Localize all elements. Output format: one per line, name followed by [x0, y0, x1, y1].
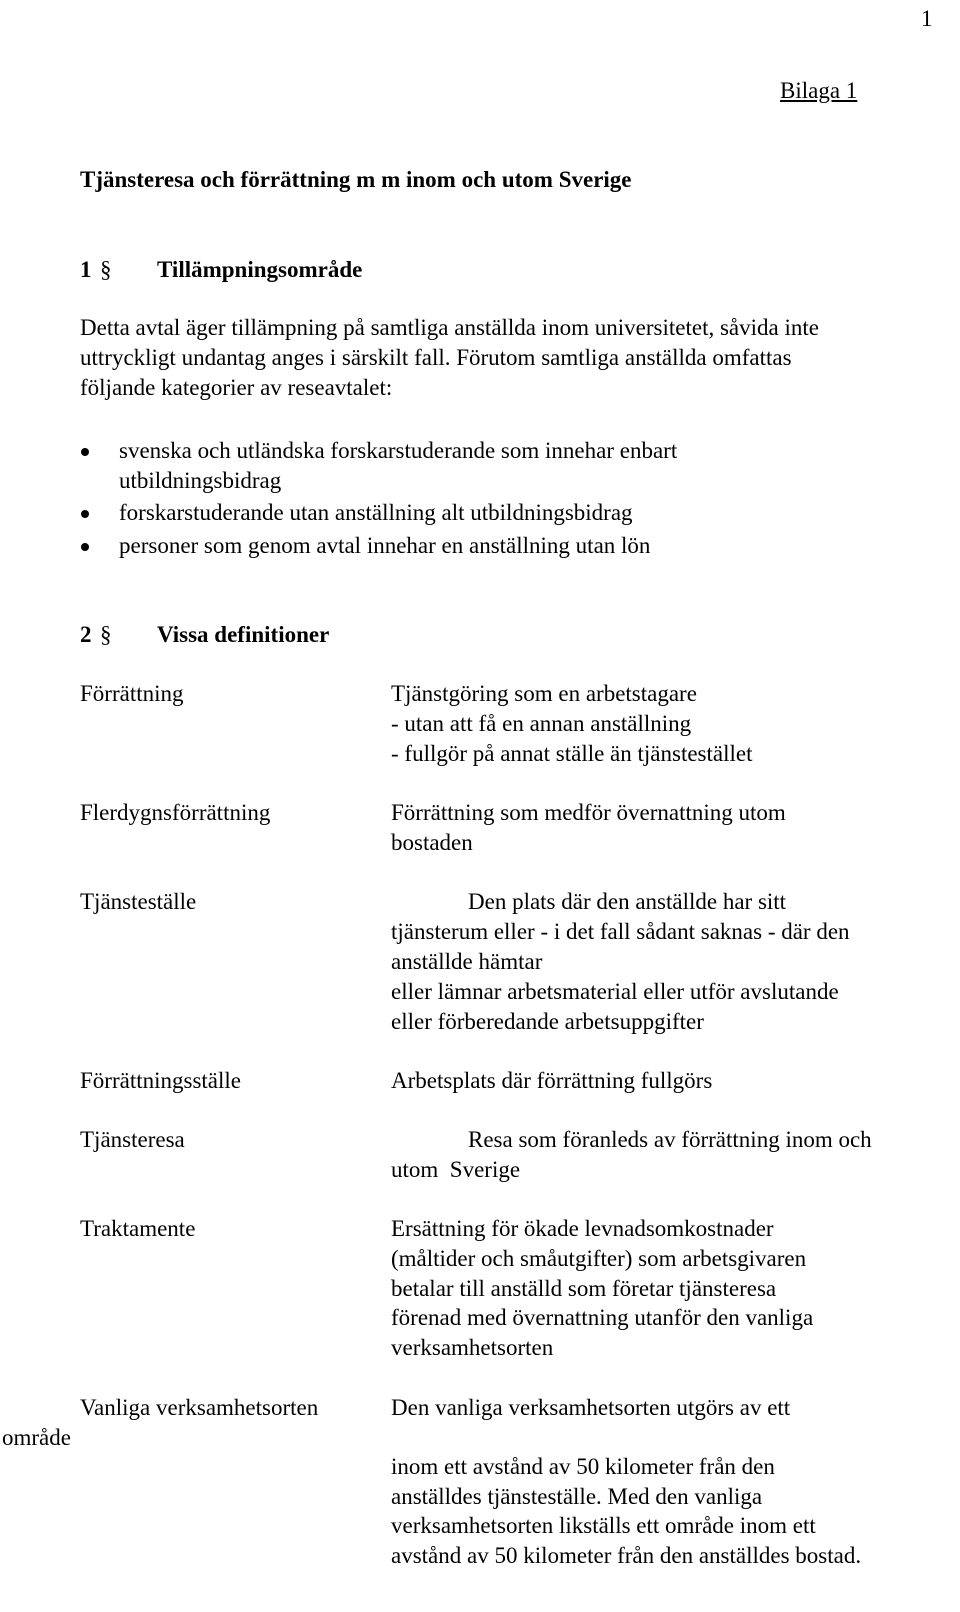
definition-text: eller lämnar arbetsmaterial eller utför avslutande [391, 979, 839, 1004]
bullet-item: utbildningsbidrag [119, 468, 282, 493]
definition-text: utom Sverige [391, 1157, 521, 1182]
definition-text: - utan att få en annan anställning [391, 711, 692, 736]
definition-text: Arbetsplats där förrättning fullgörs [391, 1068, 713, 1093]
definition-term: Tjänsteresa [80, 1127, 185, 1152]
bullet-icon [81, 510, 89, 518]
definition-text: Förrättning som medför övernattning utom [391, 800, 786, 825]
definition-text: inom ett avstånd av 50 kilometer från den [391, 1454, 775, 1479]
definition-text: (måltider och småutgifter) som arbetsgivaren [391, 1246, 807, 1271]
definition-term: Förrättningsställe [80, 1068, 241, 1093]
section2-heading: Vissa definitioner [157, 622, 330, 647]
page-number: 1 [921, 6, 933, 31]
document-title: Tjänsteresa och förrättning m m inom och utom Sverige [80, 167, 632, 192]
bullet-item: svenska och utländska forskarstuderande som innehar enbart [119, 438, 678, 463]
definition-text: Tjänstgöring som en arbetstagare [391, 681, 697, 706]
section2-number: 2 [80, 622, 92, 647]
definition-term: Traktamente [80, 1216, 196, 1241]
section1-heading: Tillämpningsområde [157, 257, 363, 282]
bullet-item: personer som genom avtal innehar en anställning utan lön [119, 533, 651, 558]
definition-text: Den plats där den anställde har sitt [468, 889, 787, 914]
definition-text: Den vanliga verksamhetsorten utgörs av ett [391, 1395, 791, 1420]
definition-term: Förrättning [80, 681, 184, 706]
section-symbol: § [100, 622, 112, 647]
definition-term-overflow: område [2, 1425, 71, 1450]
intro-line: följande kategorier av reseavtalet: [80, 375, 393, 400]
intro-line: uttryckligt undantag anges i särskilt fall. Förutom samtliga anställda omfattas [80, 345, 792, 370]
definition-text: Resa som föranleds av förrättning inom och [468, 1127, 872, 1152]
definition-text: - fullgör på annat ställe än tjänstestället [391, 741, 753, 766]
definition-term: Tjänsteställe [80, 889, 197, 914]
intro-line: Detta avtal äger tillämpning på samtliga anställda inom universitetet, såvida inte [80, 315, 819, 340]
definition-text: anställdes tjänsteställe. Med den vanliga [391, 1484, 763, 1509]
definition-text: verksamhetsorten [391, 1335, 554, 1360]
definition-text: tjänsterum eller - i det fall sådant saknas - där den [391, 919, 850, 944]
bullet-item: forskarstuderande utan anställning alt utbildningsbidrag [119, 500, 633, 525]
definition-text: verksamhetsorten likställs ett område inom ett [391, 1513, 816, 1538]
definition-text: avstånd av 50 kilometer från den anställdes bostad. [391, 1543, 862, 1568]
appendix-label: Bilaga 1 [780, 78, 858, 103]
definition-text: betalar till anställd som företar tjänsteresa [391, 1276, 777, 1301]
definition-text: eller förberedande arbetsuppgifter [391, 1009, 704, 1034]
definition-text: bostaden [391, 830, 473, 855]
definition-term: Flerdygnsförrättning [80, 800, 271, 825]
bullet-icon [81, 543, 89, 551]
bullet-icon [81, 448, 89, 456]
section1-number: 1 [80, 257, 92, 282]
definition-term: Vanliga verksamhetsorten [80, 1395, 319, 1420]
definition-text: anställde hämtar [391, 949, 543, 974]
definition-text: förenad med övernattning utanför den vanliga [391, 1305, 814, 1330]
definition-text: Ersättning för ökade levnadsomkostnader [391, 1216, 774, 1241]
section-symbol: § [100, 257, 112, 282]
